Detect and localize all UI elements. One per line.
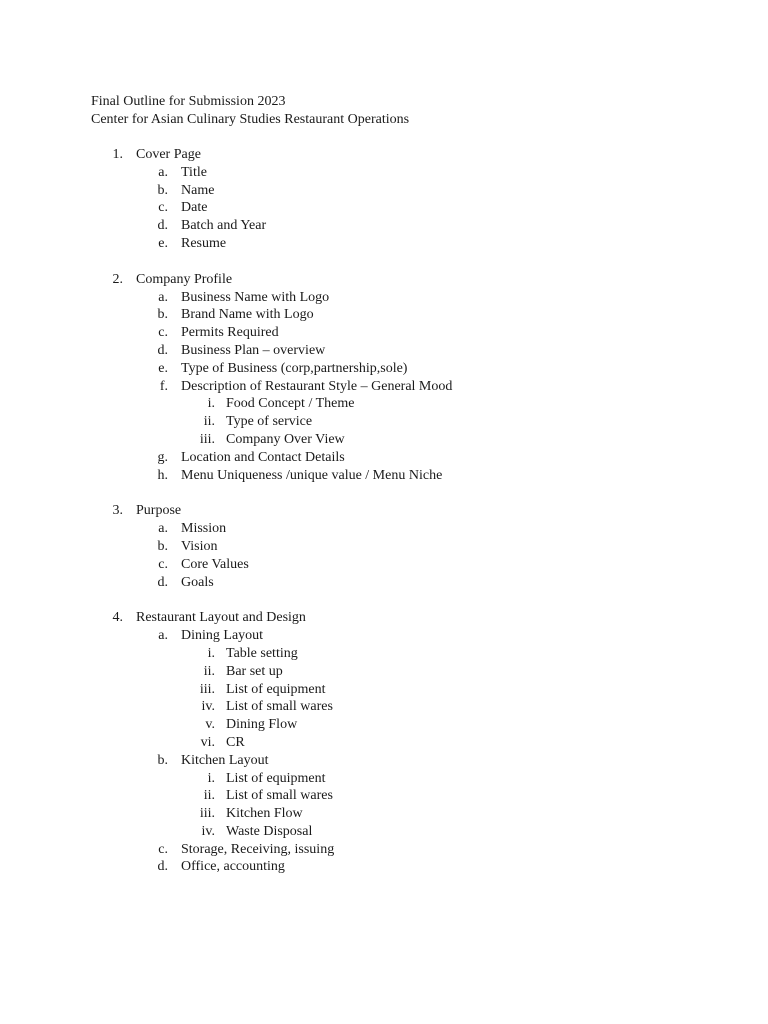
outline-subitem-label: CR xyxy=(226,734,245,750)
section-heading-marker: 4. xyxy=(112,610,123,626)
outline-section xyxy=(0,271,768,485)
outline-item-label: Business Name with Logo xyxy=(181,289,330,305)
outline-item-label: Vision xyxy=(181,538,218,554)
outline-item-marker: b. xyxy=(157,538,168,554)
outline-item-marker: b. xyxy=(157,752,168,768)
outline-subitem-marker: ii. xyxy=(203,414,215,430)
outline-item-marker: g. xyxy=(157,449,168,465)
outline-section xyxy=(0,609,768,876)
outline-item-label: Batch and Year xyxy=(181,218,267,234)
outline-subitem-marker: iii. xyxy=(199,806,215,822)
outline-subitem-marker: iii. xyxy=(199,431,215,447)
outline-item xyxy=(0,182,768,200)
section-heading-marker: 3. xyxy=(112,503,123,519)
outline-item-marker: a. xyxy=(158,628,168,644)
outline-section xyxy=(0,146,768,253)
outline-subitem-label: Bar set up xyxy=(226,663,283,679)
section-heading-label: Restaurant Layout and Design xyxy=(136,610,306,626)
outline-item xyxy=(0,449,768,467)
outline-subitem-marker: ii. xyxy=(203,788,215,804)
outline-subitem xyxy=(0,734,768,752)
outline-subitem-label: Table setting xyxy=(226,645,298,661)
outline-subitem-label: List of small wares xyxy=(226,788,333,804)
outline-subitem-label: Dining Flow xyxy=(226,717,298,733)
outline-item-label: Resume xyxy=(181,235,227,251)
outline-item-marker: h. xyxy=(157,467,168,483)
outline-item-marker: a. xyxy=(158,164,168,180)
outline-item xyxy=(0,520,768,538)
outline-item-marker: d. xyxy=(157,218,168,234)
outline-item xyxy=(0,289,768,307)
outline-subitem-label: Food Concept / Theme xyxy=(226,396,355,412)
outline-item-marker: a. xyxy=(158,521,168,537)
outline-subitem xyxy=(0,681,768,699)
outline-item xyxy=(0,217,768,235)
outline-item xyxy=(0,752,768,770)
outline-subitem-marker: i. xyxy=(207,645,215,661)
outline-item-marker: c. xyxy=(158,200,168,216)
outline-item-label: Title xyxy=(181,164,207,180)
section-heading xyxy=(0,609,768,627)
outline-item xyxy=(0,199,768,217)
outline-subitem-marker: iii. xyxy=(199,681,215,697)
outline-item-marker: b. xyxy=(157,307,168,323)
outline-item xyxy=(0,538,768,556)
outline-item-marker: c. xyxy=(158,841,168,857)
outline-item-label: Permits Required xyxy=(181,325,279,341)
section-heading-label: Company Profile xyxy=(136,271,233,287)
outline-subitem-marker: ii. xyxy=(203,663,215,679)
section-heading-label: Purpose xyxy=(136,503,182,519)
outline-item-label: Location and Contact Details xyxy=(181,449,345,465)
outline-subitem-marker: vi. xyxy=(200,734,215,750)
outline-item xyxy=(0,556,768,574)
outline-item-marker: a. xyxy=(158,289,168,305)
outline-subitem-label: List of equipment xyxy=(226,681,326,697)
outline-subitem xyxy=(0,698,768,716)
outline-item-marker: d. xyxy=(157,574,168,590)
outline-item xyxy=(0,235,768,253)
outline-subitem-marker: i. xyxy=(207,770,215,786)
outline-item-label: Type of Business (corp,partnership,sole) xyxy=(181,360,408,376)
outline-subitem xyxy=(0,770,768,788)
outline-item-label: Menu Uniqueness /unique value / Menu Niche xyxy=(181,467,443,483)
outline-subitem-label: Type of service xyxy=(226,414,313,430)
outline-item-label: Description of Restaurant Style – General Mood xyxy=(181,378,453,394)
outline-item-marker: d. xyxy=(157,342,168,358)
outline-subitem-marker: iv. xyxy=(201,823,215,839)
outline-subitem-label: List of equipment xyxy=(226,770,326,786)
outline-item-marker: c. xyxy=(158,556,168,572)
section-heading-marker: 1. xyxy=(112,147,123,162)
outline-section xyxy=(0,502,768,591)
outline-subitem xyxy=(0,787,768,805)
outline-item-label: Goals xyxy=(181,574,214,590)
section-heading-label: Cover Page xyxy=(136,147,201,162)
outline-subitem-marker: iv. xyxy=(201,699,215,715)
outline-item xyxy=(0,360,768,378)
outline-subitem xyxy=(0,645,768,663)
outline-item-marker: e. xyxy=(158,235,168,251)
section-heading xyxy=(0,502,768,520)
outline-item xyxy=(0,841,768,859)
outline-subitem xyxy=(0,805,768,823)
outline-item-marker: e. xyxy=(158,360,168,376)
outline-item-label: Dining Layout xyxy=(181,628,264,644)
outline-item-marker: c. xyxy=(158,325,168,341)
outline-item xyxy=(0,467,768,485)
outline-subitem-label: Company Over View xyxy=(226,431,345,447)
outline-item xyxy=(0,164,768,182)
outline-subitem-marker: v. xyxy=(205,717,215,733)
outline-subitem xyxy=(0,663,768,681)
outline-item xyxy=(0,324,768,342)
outline-item-marker: b. xyxy=(157,182,168,198)
outline-list xyxy=(0,146,768,894)
outline-item-label: Date xyxy=(181,200,208,216)
outline-item-label: Mission xyxy=(181,521,227,537)
outline-subitem xyxy=(0,395,768,413)
outline-subitem-marker: i. xyxy=(207,396,215,412)
outline-subitem-label: Kitchen Flow xyxy=(226,806,303,822)
section-heading xyxy=(0,271,768,289)
outline-item-label: Name xyxy=(181,182,215,198)
outline-item-label: Business Plan – overview xyxy=(181,342,326,358)
outline-subitem xyxy=(0,413,768,431)
outline-item xyxy=(0,306,768,324)
document-title: Final Outline for Submission 2023 xyxy=(91,94,286,109)
document-header xyxy=(91,93,409,129)
outline-item-label: Storage, Receiving, issuing xyxy=(181,841,335,857)
outline-item xyxy=(0,342,768,360)
outline-subitem-label: Waste Disposal xyxy=(226,823,313,839)
outline-item-label: Office, accounting xyxy=(181,859,285,875)
outline-subitem-label: List of small wares xyxy=(226,699,333,715)
outline-item xyxy=(0,378,768,396)
outline-item-label: Core Values xyxy=(181,556,249,572)
outline-subitem xyxy=(0,431,768,449)
outline-subitem xyxy=(0,716,768,734)
outline-item xyxy=(0,858,768,876)
outline-subitem xyxy=(0,823,768,841)
outline-item-label: Brand Name with Logo xyxy=(181,307,314,323)
outline-item-label: Kitchen Layout xyxy=(181,752,269,768)
outline-item xyxy=(0,627,768,645)
outline-item-marker: d. xyxy=(157,859,168,875)
section-heading xyxy=(0,146,768,164)
section-heading-marker: 2. xyxy=(112,271,123,287)
outline-item-marker: f. xyxy=(159,378,168,394)
document-subtitle: Center for Asian Culinary Studies Restaurant Operations xyxy=(91,112,410,127)
outline-item xyxy=(0,574,768,592)
